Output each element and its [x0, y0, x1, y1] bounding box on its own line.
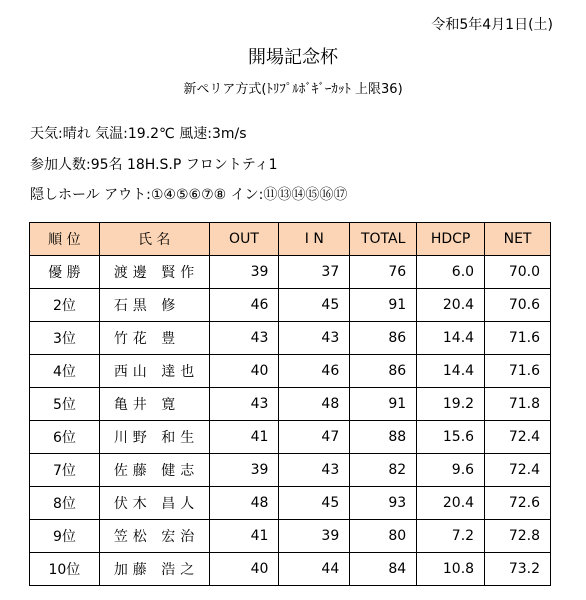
cell-total: 88: [350, 421, 417, 454]
cell-name: 西山 達也: [99, 355, 209, 388]
header-hdcp: HDCP: [417, 223, 485, 256]
cell-out: 46: [209, 289, 279, 322]
cell-net: 72.8: [485, 520, 551, 553]
cell-hdcp: 7.2: [417, 520, 485, 553]
table-row: [30, 322, 551, 355]
cell-out: 39: [209, 454, 279, 487]
table-row: [30, 421, 551, 454]
cell-net: 72.4: [485, 454, 551, 487]
cell-out: 41: [209, 520, 279, 553]
header-name: 氏 名: [99, 223, 209, 256]
cell-hdcp: 14.4: [417, 355, 485, 388]
cell-net: 73.2: [485, 553, 551, 586]
cell-total: 82: [350, 454, 417, 487]
cell-net: 71.8: [485, 388, 551, 421]
cell-total: 86: [350, 322, 417, 355]
cell-name: 伏木 昌人: [99, 487, 209, 520]
table-row: [30, 487, 551, 520]
cell-rank: 3位: [30, 322, 100, 355]
cell-name: 笠松 宏治: [99, 520, 209, 553]
cell-hdcp: 19.2: [417, 388, 485, 421]
header-in: I N: [279, 223, 350, 256]
cell-total: 84: [350, 553, 417, 586]
cell-net: 72.4: [485, 421, 551, 454]
cell-rank: 6位: [30, 421, 100, 454]
cell-hdcp: 9.6: [417, 454, 485, 487]
cell-total: 91: [350, 289, 417, 322]
cell-in: 48: [279, 388, 350, 421]
cell-total: 93: [350, 487, 417, 520]
cell-out: 43: [209, 322, 279, 355]
cell-out: 39: [209, 256, 279, 289]
cell-in: 45: [279, 289, 350, 322]
cell-rank: 4位: [30, 355, 100, 388]
cell-net: 70.6: [485, 289, 551, 322]
table-row: [30, 256, 551, 289]
cell-in: 47: [279, 421, 350, 454]
cell-hdcp: 6.0: [417, 256, 485, 289]
cell-in: 43: [279, 454, 350, 487]
header-rank: 順 位: [30, 223, 100, 256]
table-row: [30, 388, 551, 421]
cell-out: 43: [209, 388, 279, 421]
cell-rank: 2位: [30, 289, 100, 322]
cell-name: 加藤 浩之: [99, 553, 209, 586]
header-total: TOTAL: [350, 223, 417, 256]
cell-name: 竹花 豊: [99, 322, 209, 355]
cell-hdcp: 20.4: [417, 487, 485, 520]
hidden-holes-info: 隠しホール アウト:①④⑤⑥⑦⑧ イン:⑪⑬⑭⑮⑯⑰: [30, 187, 348, 203]
document-date: 令和5年4月1日(土): [431, 17, 553, 33]
cell-rank: 優 勝: [30, 256, 100, 289]
cell-name: 佐藤 健志: [99, 454, 209, 487]
cell-name: 川野 和生: [99, 421, 209, 454]
table-row: [30, 553, 551, 586]
cell-hdcp: 15.6: [417, 421, 485, 454]
cell-total: 80: [350, 520, 417, 553]
cell-out: 40: [209, 355, 279, 388]
table-row: [30, 454, 551, 487]
cell-out: 40: [209, 553, 279, 586]
cell-in: 39: [279, 520, 350, 553]
cell-name: 亀井 寛: [99, 388, 209, 421]
cell-rank: 8位: [30, 487, 100, 520]
cell-out: 48: [209, 487, 279, 520]
cell-rank: 9位: [30, 520, 100, 553]
cell-net: 70.0: [485, 256, 551, 289]
cell-name: 石黒 修: [99, 289, 209, 322]
cell-rank: 5位: [30, 388, 100, 421]
header-net: NET: [485, 223, 551, 256]
cell-hdcp: 10.8: [417, 553, 485, 586]
table-row: [30, 355, 551, 388]
cell-net: 71.6: [485, 322, 551, 355]
cell-in: 46: [279, 355, 350, 388]
cell-in: 37: [279, 256, 350, 289]
cell-hdcp: 14.4: [417, 322, 485, 355]
cell-rank: 7位: [30, 454, 100, 487]
cell-total: 91: [350, 388, 417, 421]
table-header-row: [30, 223, 551, 256]
cell-total: 76: [350, 256, 417, 289]
cell-in: 45: [279, 487, 350, 520]
cell-total: 86: [350, 355, 417, 388]
cell-rank: 10位: [30, 553, 100, 586]
cell-net: 71.6: [485, 355, 551, 388]
table-row: [30, 520, 551, 553]
cell-name: 渡邊 賢作: [99, 256, 209, 289]
header-out: OUT: [209, 223, 279, 256]
page-subtitle: 新ペリア方式(ﾄﾘﾌﾟﾙﾎﾞｷﾞｰｶｯﾄ 上限36): [183, 82, 403, 97]
results-body: [30, 256, 551, 586]
cell-out: 41: [209, 421, 279, 454]
table-row: [30, 289, 551, 322]
cell-in: 44: [279, 553, 350, 586]
participants-info: 参加人数:95名 18H.S.P フロントティ1: [30, 157, 278, 173]
page-title: 開場記念杯: [248, 47, 338, 68]
weather-info: 天気:晴れ 気温:19.2℃ 風速:3m/s: [30, 126, 247, 142]
cell-hdcp: 20.4: [417, 289, 485, 322]
results-table: [29, 222, 551, 586]
cell-in: 43: [279, 322, 350, 355]
cell-net: 72.6: [485, 487, 551, 520]
